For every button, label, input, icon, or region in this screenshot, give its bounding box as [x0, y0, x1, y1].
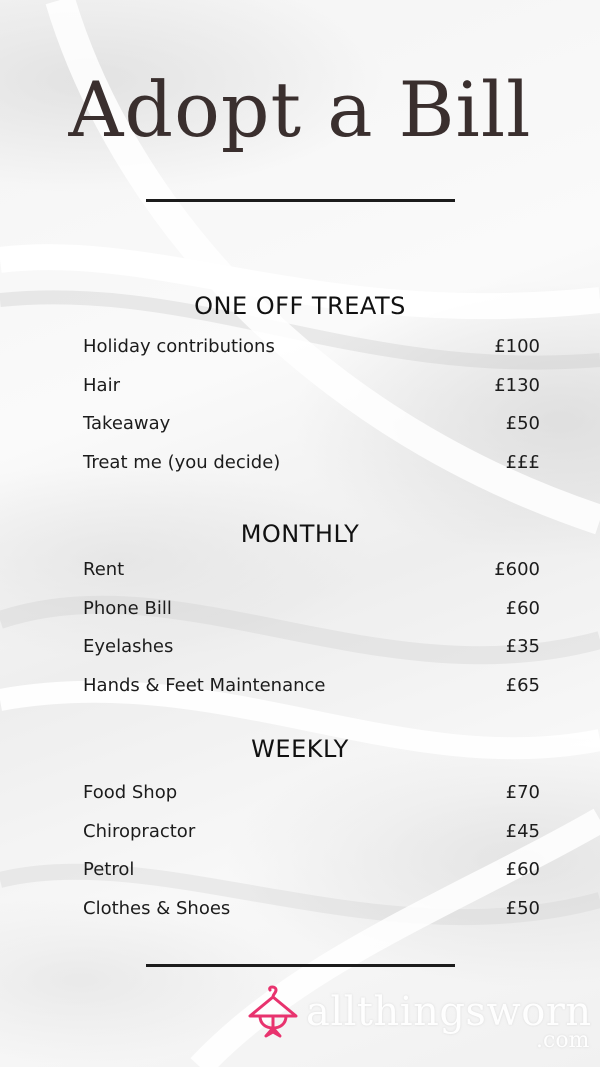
item-label: Hair [83, 374, 120, 396]
list-item [83, 855, 540, 883]
list-item [83, 555, 540, 583]
list-item [83, 448, 540, 476]
item-label: Clothes & Shoes [83, 897, 231, 919]
list-item [83, 671, 540, 699]
item-price: £600 [494, 558, 540, 580]
item-price: £100 [494, 335, 540, 357]
list-item [83, 817, 540, 845]
item-price: £50 [505, 897, 540, 919]
list-item [83, 894, 540, 922]
item-label: Holiday contributions [83, 335, 275, 357]
watermark-brand: allthingsworn [306, 989, 592, 1035]
top-divider [146, 199, 455, 202]
item-label: Chiropractor [83, 820, 196, 842]
list-item [83, 778, 540, 806]
page-title: Adopt a Bill [68, 65, 532, 154]
bottom-divider [146, 964, 455, 967]
section-heading-weekly: WEEKLY [251, 735, 349, 763]
list-item [83, 371, 540, 399]
item-price: £££ [505, 451, 540, 473]
hanger-bow-icon [246, 984, 302, 1040]
item-label: Takeaway [83, 412, 171, 434]
item-price: £60 [505, 858, 540, 880]
section-heading-one-off: ONE OFF TREATS [194, 292, 406, 320]
list-item [83, 594, 540, 622]
section-heading-monthly: MONTHLY [240, 520, 360, 548]
item-price: £60 [505, 597, 540, 619]
list-item [83, 409, 540, 437]
item-label: Phone Bill [83, 597, 172, 619]
item-label: Eyelashes [83, 635, 174, 657]
item-price: £65 [505, 674, 540, 696]
item-price: £70 [505, 781, 540, 803]
list-item [83, 332, 540, 360]
item-label: Food Shop [83, 781, 178, 803]
item-label: Petrol [83, 858, 135, 880]
watermark-tld: .com [536, 1028, 590, 1053]
list-item [83, 632, 540, 660]
item-label: Treat me (you decide) [83, 451, 281, 473]
item-label: Rent [83, 558, 125, 580]
item-price: £45 [505, 820, 540, 842]
item-label: Hands & Feet Maintenance [83, 674, 326, 696]
item-price: £50 [505, 412, 540, 434]
item-price: £130 [494, 374, 540, 396]
item-price: £35 [505, 635, 540, 657]
